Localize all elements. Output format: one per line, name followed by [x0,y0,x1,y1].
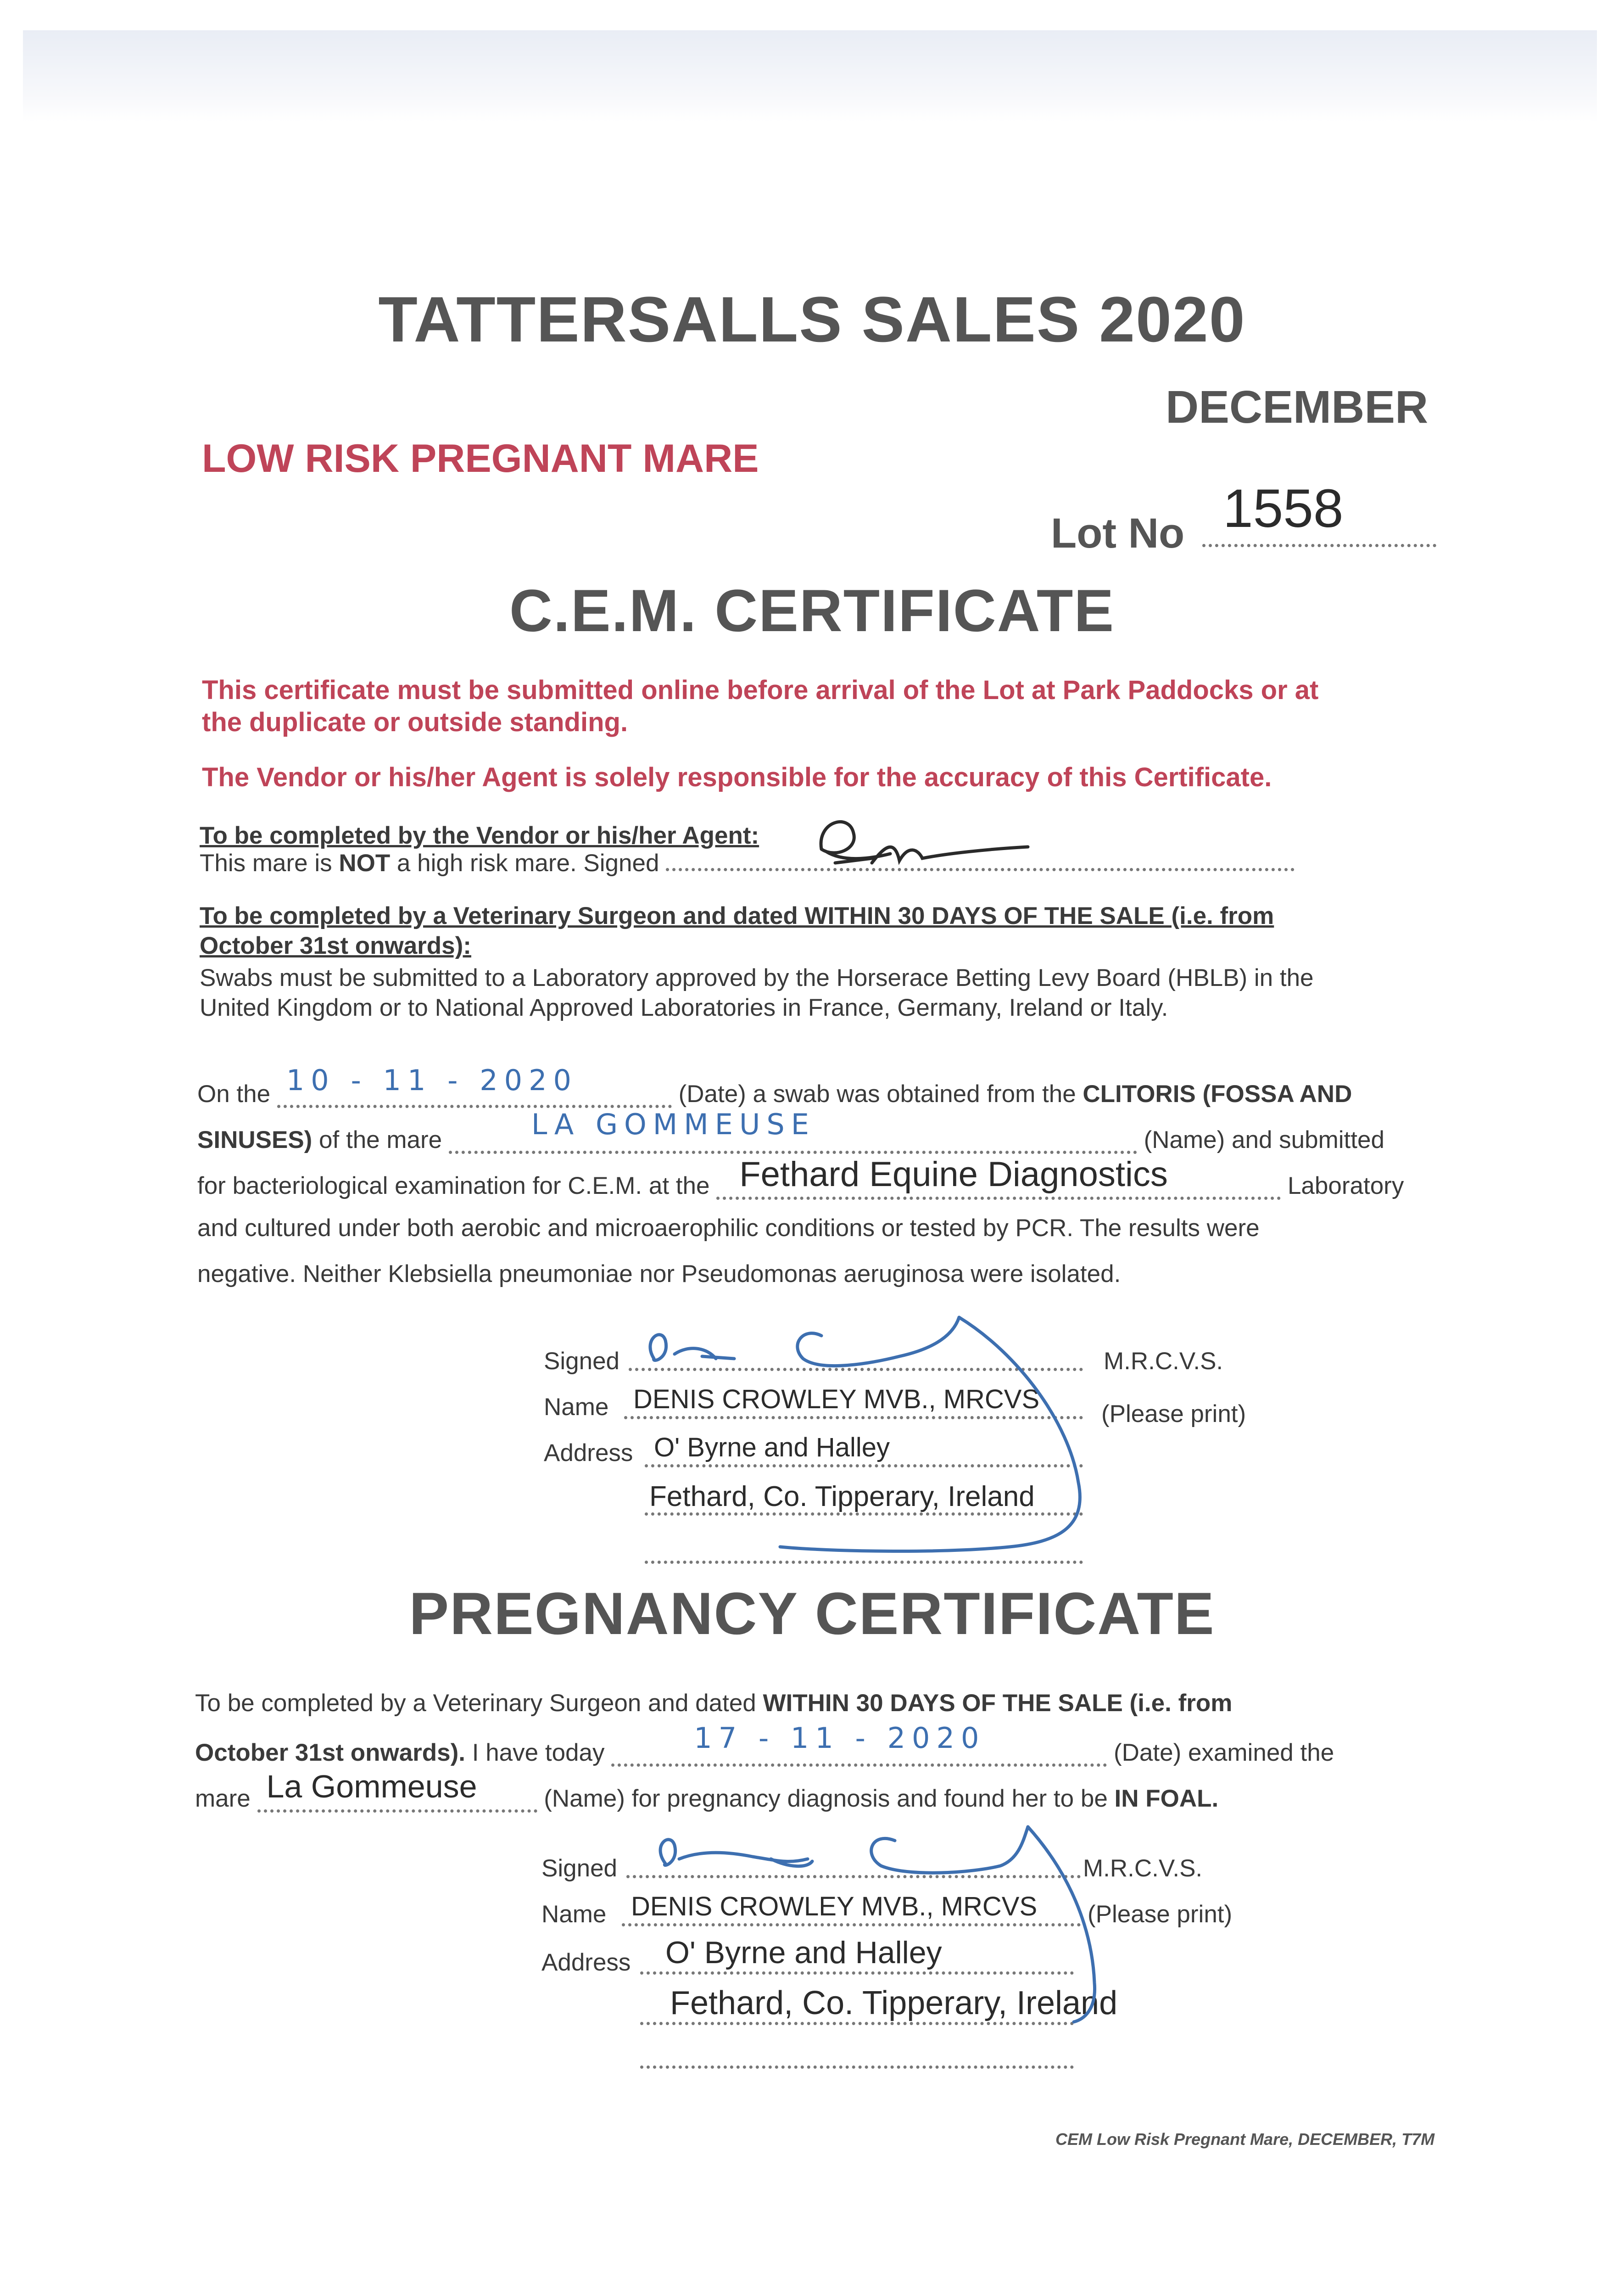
cem-address-2: Fethard, Co. Tipperary, Ireland [649,1481,1035,1512]
vendor-statement: This mare is NOT a high risk mare. Signed [200,849,1295,877]
lot-number: 1558 [1223,478,1344,539]
preg-address-2: Fethard, Co. Tipperary, Ireland [670,1985,1118,2021]
cem-notice-1: This certificate must be submitted online before arrival of the Lot at Park Paddocks or at [202,675,1319,705]
pregnancy-title: PREGNANCY CERTIFICATE [409,1580,1215,1647]
pregnancy-mare-name: La Gommeuse [266,1769,477,1804]
pregnancy-line-2: October 31st onwards). I have today 17 - 11 - 2020 (Date) examined the [195,1721,1334,1766]
cem-address-1: O' Byrne and Halley [654,1433,890,1462]
cem-name-label: Name [544,1394,609,1421]
cultured-line: and cultured under both aerobic and microaerophilic conditions or tested by PCR. The results were [197,1215,1260,1242]
form-reference: CEM Low Risk Pregnant Mare, DECEMBER, T7M [1055,2130,1435,2149]
preg-vet-signature [660,1827,1095,2022]
swab-date-line: On the 10 - 11 - 2020 (Date) a swab was obtained from the CLITORIS (FOSSA AND [197,1064,1352,1108]
sale-title: TATTERSALLS SALES 2020 [378,283,1246,355]
category-label: LOW RISK PREGNANT MARE [202,437,759,481]
negative-line: negative. Neither Klebsiella pneumoniae nor Pseudomonas aeruginosa were isolated. [197,1260,1121,1287]
mare-name-line: SINUSES) of the mare LA GOMMEUSE (Name) and submitted [197,1108,1384,1153]
lot-label: Lot No [1051,510,1185,557]
cem-mrcvs: M.R.C.V.S. [1104,1348,1223,1375]
cem-please-print: (Please print) [1101,1400,1246,1427]
vendor-heading: To be completed by the Vendor or his/her Agent: [200,822,759,849]
cem-mare-name-value: LA GOMMEUSE [531,1108,815,1141]
sale-month: DECEMBER [1166,381,1429,433]
vet-heading-1: To be completed by a Veterinary Surgeon and dated WITHIN 30 DAYS OF THE SALE (i.e. from [200,902,1274,929]
cem-address-label: Address [544,1439,633,1467]
swab-line-2: United Kingdom or to National Approved Laboratories in France, Germany, Ireland or Italy. [200,994,1168,1021]
lab-value: Fethard Equine Diagnostics [739,1155,1168,1194]
preg-signed-label: Signed [541,1855,618,1882]
preg-vet-name: DENIS CROWLEY MVB., MRCVS [631,1892,1038,1921]
pregnancy-line-3: mare La Gommeuse (Name) for pregnancy diagnosis and found her to be IN FOAL. [195,1769,1219,1812]
swab-line-1: Swabs must be submitted to a Laboratory approved by the Horserace Betting Levy Board (HBLB) in the [200,964,1314,991]
preg-mrcvs: M.R.C.V.S. [1083,1855,1203,1882]
vendor-signature [821,822,1028,863]
cem-notice-1b: the duplicate or outside standing. [202,707,628,737]
cem-notice-2: The Vendor or his/her Agent is solely responsible for the accuracy of this Certificate. [202,762,1272,792]
pregnancy-line-1: To be completed by a Veterinary Surgeon and dated WITHIN 30 DAYS OF THE SALE (i.e. from [195,1690,1233,1717]
preg-name-label: Name [541,1901,607,1928]
cem-signed-label: Signed [544,1348,620,1375]
lab-line: for bacteriological examination for C.E.M. at the Fethard Equine Diagnostics Laboratory [197,1155,1404,1199]
cem-vet-name: DENIS CROWLEY MVB., MRCVS [633,1384,1040,1414]
cem-vet-signature [650,1317,1080,1551]
preg-please-print: (Please print) [1088,1901,1233,1928]
pregnancy-date-value: 17 - 11 - 2020 [694,1721,986,1755]
swab-date-value: 10 - 11 - 2020 [286,1064,578,1097]
vet-heading-2: October 31st onwards): [200,932,471,959]
preg-address-1: O' Byrne and Halley [665,1935,942,1970]
preg-address-label: Address [541,1949,631,1976]
cem-title: C.E.M. CERTIFICATE [509,577,1115,644]
